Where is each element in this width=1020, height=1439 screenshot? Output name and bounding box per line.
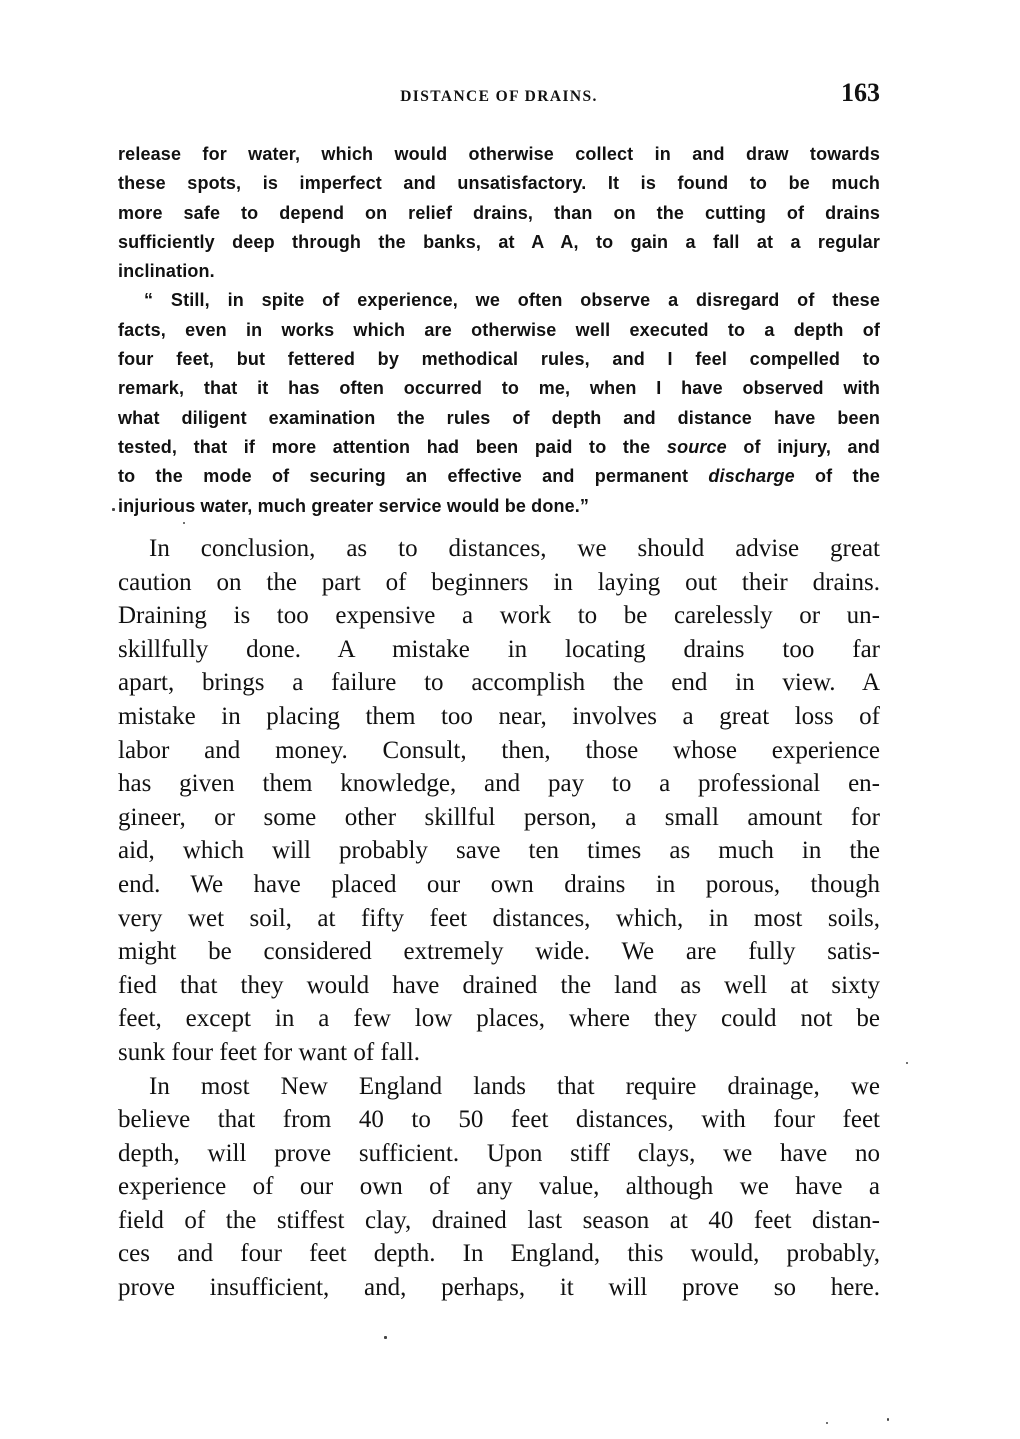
text-line: depth, will prove sufficient. Upon stiff clays, we have no bbox=[118, 1139, 880, 1167]
text-run: tested, that if more attention had been paid to the bbox=[118, 436, 651, 457]
print-speck bbox=[112, 508, 115, 511]
text-line: more safe to depend on relief drains, than on the cutting of drains bbox=[118, 202, 880, 223]
text-line: feet, except in a few low places, where they could not be bbox=[118, 1005, 880, 1033]
text-line: In conclusion, as to distances, we should advise great bbox=[149, 535, 880, 562]
text-line: what diligent examination the rules of depth and distance have been bbox=[118, 407, 880, 428]
print-speck bbox=[826, 1422, 828, 1424]
text-line: believe that from 40 to 50 feet distances, with four feet bbox=[118, 1106, 880, 1134]
text-line: end. We have placed our own drains in porous, though bbox=[118, 870, 880, 898]
text-line: these spots, is imperfect and unsatisfactory. It is found to be much bbox=[118, 173, 880, 194]
text-line: very wet soil, at fifty feet distances, which, in most soils, bbox=[118, 904, 880, 932]
running-title: DISTANCE OF DRAINS. bbox=[400, 88, 598, 105]
text-line: In most New England lands that require drainage, we bbox=[149, 1072, 880, 1100]
print-speck bbox=[887, 1418, 889, 1421]
body-text bbox=[118, 532, 880, 1305]
text-line: remark, that it has often occurred to me, when I have observed with bbox=[118, 378, 880, 399]
text-run: of injury, and bbox=[743, 436, 880, 457]
text-line: might be considered extremely wide. We are fully satis- bbox=[118, 938, 880, 966]
print-speck bbox=[906, 1062, 908, 1064]
body-paragraph-1 bbox=[118, 532, 880, 1070]
text-line: injurious water, much greater service would be done.” bbox=[118, 495, 590, 516]
text-line: prove insufficient, and, perhaps, it will prove so here. bbox=[118, 1274, 880, 1302]
print-speck bbox=[183, 522, 185, 524]
text-line: has given them knowledge, and pay to a professional en- bbox=[118, 770, 880, 798]
text-line: apart, brings a failure to accomplish the end in view. A bbox=[118, 669, 880, 697]
text-line: “ Still, in spite of experience, we often observe a disregard of these bbox=[144, 290, 880, 311]
text-line: caution on the part of beginners in laying out their drains. bbox=[118, 568, 880, 596]
text-line: mistake in placing them too near, involves a great loss of bbox=[118, 702, 880, 730]
text-line: skillfully done. A mistake in locating drains too far bbox=[118, 635, 880, 663]
body-paragraph-2 bbox=[118, 1070, 880, 1305]
quoted-passage bbox=[118, 140, 880, 521]
text-line: fied that they would have drained the land as well at sixty bbox=[118, 971, 880, 999]
text-run: of the bbox=[815, 466, 880, 487]
print-speck bbox=[384, 1336, 387, 1339]
text-line: experience of our own of any value, although we have a bbox=[118, 1173, 880, 1201]
text-line: four feet, but fettered by methodical rules, and I feel compelled to bbox=[118, 349, 880, 370]
page-number: 163 bbox=[841, 78, 880, 107]
quote-paragraph-1 bbox=[118, 140, 880, 286]
text-line: Draining is too expensive a work to be carelessly or un- bbox=[118, 602, 880, 630]
text-line: aid, which will probably save ten times as much in the bbox=[118, 837, 880, 865]
text-line: facts, even in works which are otherwise well executed to a depth of bbox=[118, 319, 880, 340]
running-head bbox=[118, 72, 880, 112]
quote-paragraph-2 bbox=[118, 286, 880, 520]
text-line: ces and four feet depth. In England, this would, probably, bbox=[118, 1240, 880, 1268]
emphasis-source: source bbox=[666, 436, 727, 457]
text-run: to the mode of securing an effective and permanent bbox=[118, 466, 689, 487]
text-line: release for water, which would otherwise collect in and draw towards bbox=[118, 144, 880, 164]
text-line-with-emphasis bbox=[118, 462, 880, 491]
text-line: labor and money. Consult, then, those whose experience bbox=[118, 736, 880, 764]
text-line: gineer, or some other skillful person, a small amount for bbox=[118, 803, 880, 831]
text-line: sufficiently deep through the banks, at A A, to gain a fall at a regular bbox=[118, 231, 880, 252]
text-line: field of the stiffest clay, drained last season at 40 feet distan- bbox=[118, 1206, 880, 1234]
text-line: sunk four feet for want of fall. bbox=[118, 1038, 420, 1066]
text-line: inclination. bbox=[118, 261, 215, 282]
emphasis-discharge: discharge bbox=[708, 466, 795, 487]
text-line-with-emphasis bbox=[118, 433, 880, 462]
